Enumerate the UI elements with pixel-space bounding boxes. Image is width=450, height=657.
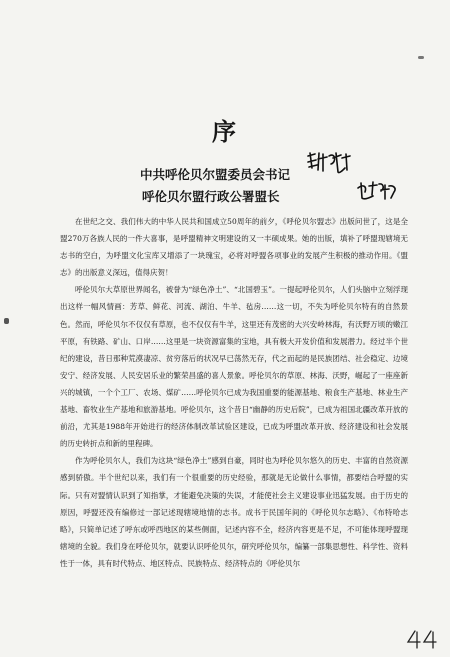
signatory-position-1: 中共呼伦贝尔盟委员会书记 <box>140 167 291 182</box>
page-title: 序 <box>212 117 238 146</box>
handwritten-signature-1 <box>305 150 353 176</box>
signatory-position-2: 呼伦贝尔盟行政公署盟长 <box>142 189 280 204</box>
scan-smudge <box>418 56 424 59</box>
preface-body <box>60 213 408 572</box>
paragraph: 在世纪之交、我们伟大的中华人民共和国成立50周年的前夕，《呼伦贝尔盟志》出版问世了，这是全盟270万各族人民的一件大喜事，是呼盟精神文明建设的又一丰硕成果。她的出版，填补了呼盟现辖境无志书的空白，为呼盟文化宝库又增添了一块瑰宝，必将对呼盟各项事业的发展产生积极的推动作用。《盟志》的出版意义深远，值得庆贺！ <box>60 217 408 278</box>
handwritten-page-number <box>405 628 445 650</box>
handwritten-signature-2 <box>355 180 399 202</box>
scan-smudge <box>4 318 9 324</box>
paragraph: 呼伦贝尔大草原世界闻名，被誉为“绿色净土”、“北国碧玉”。一提起呼伦贝尔，人们头脑中立刻浮现出这样一幅风情画：芳草、鲜花、河流、湖泊、牛羊、毡房……这一切，不失为呼伦贝尔特有的自然景色。然而，呼伦贝尔不仅仅有草原，也不仅仅有牛羊，这里还有茂密的大兴安岭林海，有沃野万顷的嫩江平原，有铁路、矿山、口岸……这里是一块资源富集的宝地，具有极大开发价值和发展潜力。经过半个世纪的建设，昔日那种荒漠凄凉、贫穷落后的状况早已荡然无存，代之而起的是民族团结、社会稳定、边境安宁、经济发展、人民安居乐业的繁荣昌盛的喜人景象。呼伦贝尔的草原、林海、沃野，崛起了一座座新兴的城镇，一个个工厂、农场、煤矿……呼伦贝尔已成为我国重要的能源基地、粮食生产基地、林业生产基地、畜牧业生产基地和旅游基地。呼伦贝尔，这个昔日“幽静的历史后院”，已成为祖国北疆改革开放的前沿，尤其是1988年开始进行的经济体制改革试验区建设，已成为呼盟改革开放、经济建设和社会发展的历史转折点和新的里程碑。 <box>60 285 408 449</box>
paragraph: 作为呼伦贝尔人，我们为这块“绿色净土”感到自豪，同时也为呼伦贝尔悠久的历史、丰富的自然资源感到骄傲。半个世纪以来，我们有一个很重要的历史经验，那就是无论做什么事情，都要结合呼盟的实际。只有对盟情认识到了知指掌，才能避免决策的失误，才能使社会主义建设事业迅猛发展。由于历史的原因，呼盟还没有编修过一部记述现辖境地情的志书。成书于民国年间的《呼伦贝尔志略》、《布特哈志略》，只简单记述了呼东或呼西地区的某些侧面，记述内容不全，经济内容更是不足，不可能体现呼盟现辖境的全貌。我们身在呼伦贝尔，就要认识呼伦贝尔，研究呼伦贝尔，编纂一部集思想性、科学性、资料性于一体，具有时代特点、地区特点、民族特点、经济特点的《呼伦贝尔 <box>60 456 408 568</box>
